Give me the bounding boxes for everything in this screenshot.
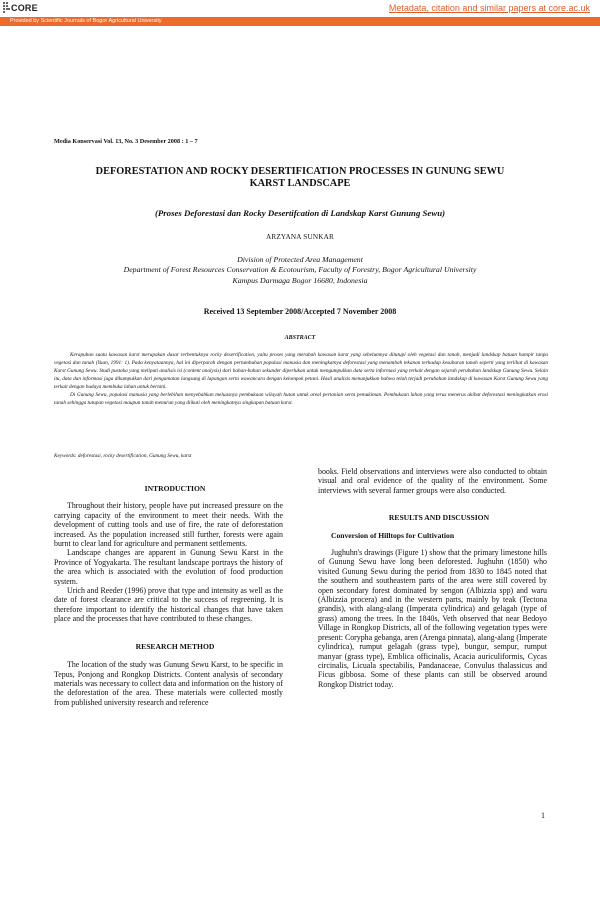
paper-title — [40, 166, 560, 190]
abstract-paragraph-2: Di Gunung Sewu, populasi manusia yang berlebihan menyebabkan meluasnya pembukaan wilayah hutan untuk areal pertanian serta pemukiman. Pembukaan lahan yang terus menerus akibat deforestasi meningkatkan erosi tanah sehingga tutupan vegetasi maupun tanah menurun yang diikuti oleh meningkatnya singkapan batuan karst. — [54, 392, 548, 406]
author-name: ARZYANA SUNKAR — [265, 233, 335, 241]
paper-title-line2: KARST LANDSCAPE — [249, 178, 351, 189]
introduction-heading: INTRODUCTION — [144, 484, 206, 493]
introduction-paragraph-2: Landscape changes are apparent in Gunung Sewu Karst in the Province of Yogyakarta. The resultant landscape portrays the history of the area which is associated with the evolution of food production system. — [54, 548, 283, 586]
introduction-paragraph-3: Urich and Reeder (1996) prove that type and intensity as well as the date of forest clearance are critical to the success of regreening. It is therefore important to identify the historical changes that have taken place and the processes that have contributed to these changes. — [54, 586, 283, 624]
right-column — [318, 467, 547, 689]
abstract-heading: ABSTRACT — [284, 335, 316, 341]
results-heading: RESULTS AND DISCUSSION — [388, 513, 490, 523]
affiliation-department: Department of Forest Resources Conservation & Ecotourism, Faculty of Forestry, Bogor Agricultural University — [123, 265, 477, 274]
left-column — [54, 484, 283, 707]
provided-by-text: Provided by Scientific Journals of Bogor Agricultural University — [10, 18, 162, 24]
conversion-subheading: Conversion of Hilltops for Cultivation — [331, 530, 455, 540]
core-metadata-link[interactable]: Metadata, citation and similar papers at core.ac.uk — [388, 3, 590, 13]
results-paragraph-1: Jughuhn's drawings (Figure 1) show that the primary limestone hills of Gunung Sewu have long been deforested. Jughuhn (1850) who visited Gunung Sewu during the period from 1830 to 1845 noted that the southern and southeastern parts of the area were still covered by open secondary forest dominated by sengon (Albizzia spp) and waru (Albizzia procera) and in the western parts, mainly by teak (Tectona grandis), with alang-alang (Imperata cylindrica) and gelagah (type of grass) among the trees. In the 1840s, Veth observed that near Bedoyo Village in Rongkop Districts, all of the following vegetation types were present: Corypha gebanga, aren (Arenga pinnata), alang-alang (Imperate cylindrica), rumput gelagah (grass type), bungur, sempur, rumput manyar (grass type), Emblica officinalis, Acacia auriculiformis, Cycas circinalis, Licuala spectabilis, Pandanaceae, Convulus thalassicus and Ficus gibbosa. Some of these plants can still be observed around Rongkop District today. — [318, 548, 547, 689]
journal-line: Media Konservasi Vol. 13, No. 3 Desember 2008 : 1 – 7 — [54, 138, 198, 145]
introduction-paragraph-1: Throughout their history, people have put increased pressure on the carrying capacity of the environment to meet their needs. With the development of cutting tools and use of fire, the rate of deforestation increased. As the population increased still further, forests were again burnt to clear land for agriculture and permanent settlements. — [54, 501, 283, 549]
core-logo-label: CORE — [11, 3, 38, 13]
received-date: Received 13 September 2008/Accepted 7 November 2008 — [203, 307, 397, 316]
core-logo-icon — [3, 2, 11, 14]
paper-subtitle: (Proses Deforestasi dan Rocky Desertifcation di Landskap Karst Gunung Sewu) — [154, 208, 446, 218]
provided-by-banner — [0, 17, 600, 26]
page-number: 1 — [541, 811, 545, 820]
paper-title-line1: DEFORESTATION AND ROCKY DESERTIFICATION PROCESSES IN GUNUNG SEWU — [95, 166, 505, 177]
keywords: Keywords: deforestasi, rocky desertification, Gunung Sewu, karst — [54, 453, 192, 459]
continued-paragraph: books. Field observations and interviews were also conducted to obtain visual and oral evidence of the quality of the environment. Some interviews with several farmer groups were also conducted. — [318, 467, 547, 495]
abstract-body — [54, 351, 548, 407]
affiliation-division: Division of Protected Area Management — [237, 255, 363, 264]
research-method-paragraph: The location of the study was Gunung Sewu Karst, to be specific in Tepus, Ponjong and Rongkop Districts. Content analysis of secondary materials was necessary to collect data and information on the history of the deforestation of the area. These materials were collected mostly from published university research and reference — [54, 660, 283, 707]
core-header — [0, 0, 600, 17]
core-logo[interactable] — [3, 1, 47, 15]
affiliation-address: Kampus Darmaga Bogor 16680, Indonesia — [232, 276, 368, 285]
research-method-heading: RESEARCH METHOD — [135, 641, 215, 651]
abstract-paragraph-1: Kerapuhan suatu kawasan karst merupakan dasar terbentuknya rocky desertification, yaitu proses yang merubah kawasan karst yang sebelumnya ditutupi oleh vegetasi dan tanah, menjadi landskap batuan hampir tanpa vegetasi dan tanah (Yuan, 1991: 1). Pada kenyataannya, hal ini diperparah dengan pertumbuhan populasi manusia dan meningkatnya deforestasi yang menambah tekanan terhadap kesuburan tanah seperti yang terlihat di kawasan Karst Gunung Sewu. Studi pustaka yang meliputi analisis isi (content analysis) dari bahan-bahan sekunder diperlukan untuk mengumpulkan data serta informasi yang terkait dengan sejarah perubahan landskap Gunung Sewu. Selain itu, data dan informasi juga dikumpulkan dari pengamatan langsung di lapangan serta wawancara dengan kelompok petani. Hasil analisis menunjukkan bahwa telah terjadi perubahan landskap di kawasan Karst Gunung Sewu yang terkait dengan budaya membuka lahan untuk bertani. — [54, 352, 548, 390]
